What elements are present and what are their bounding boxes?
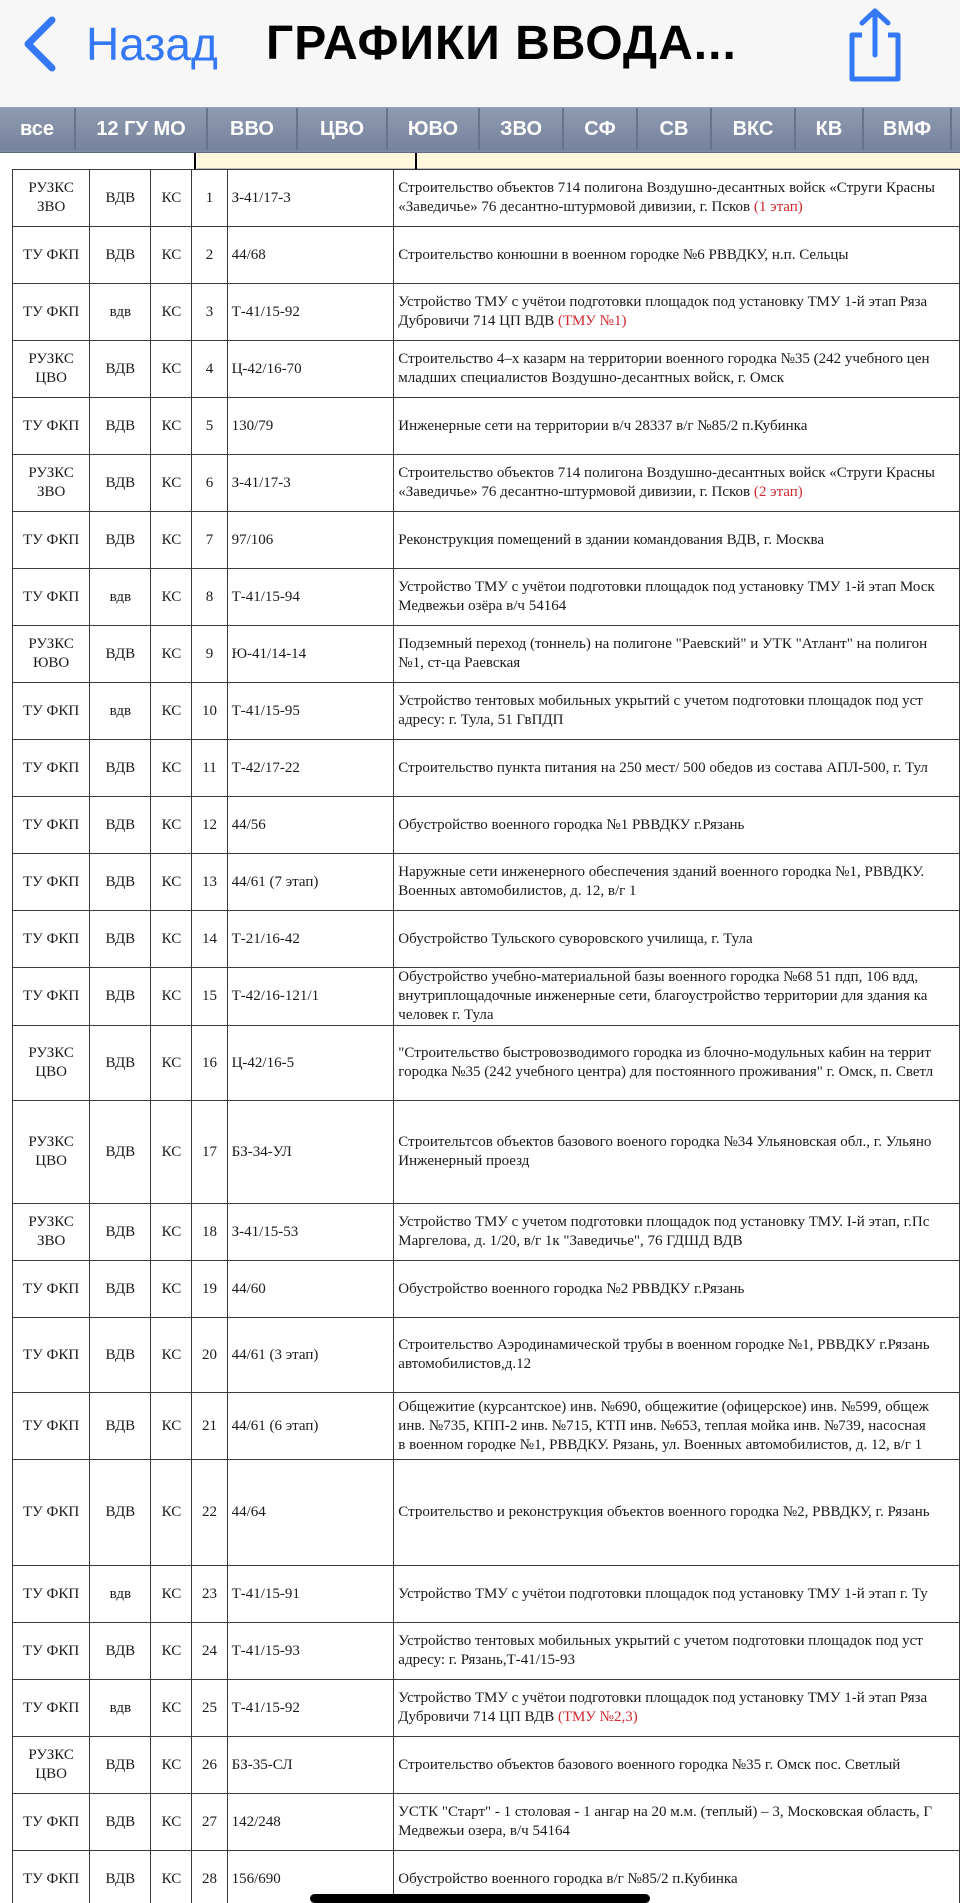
description-line: Обустройство Тульского суворовского училища, г. Тула [398,930,753,947]
table-row[interactable] [13,284,960,341]
type-cell[interactable]: КС [151,398,192,455]
description-line: «Заведичье» 76 десантно-штурмовой дивизии, г. Псков [398,199,751,215]
description-line: Обустройство учебно-материальной базы военного городка №68 51 пдп, 106 вдд, [398,969,919,985]
description-line: Общежитие (курсантское) инв. №690, общежитие (офицерское) инв. №599, общеж [398,1398,929,1415]
code-cell[interactable]: Т-41/15-94 [227,569,394,626]
number-cell[interactable]: 22 [192,1460,227,1566]
description-line: Военных автомобилистов, д. 12, в/г 1 [398,883,637,899]
description-line: адресу: г. Рязань,Т-41/15-93 [398,1652,575,1668]
code-cell[interactable]: Ю-41/14-14 [227,626,394,683]
branch-cell[interactable]: ВДВ [90,1794,151,1851]
description-line: Инженерные сети на территории в/ч 28337 в/г №85/2 п.Кубинка [398,417,808,434]
tab-vvo[interactable]: ВВО [208,108,298,150]
type-cell[interactable]: КС [151,797,192,854]
branch-cell[interactable]: ВДВ [90,1261,151,1318]
org-cell[interactable]: ТУ ФКП [13,1623,90,1680]
branch-cell[interactable]: ВДВ [90,1393,151,1460]
stage-note: (2 этап) [753,484,803,500]
table-row[interactable] [13,455,960,512]
schedule-sheet[interactable] [0,153,960,1903]
type-cell[interactable]: КС [151,1026,192,1101]
table-row[interactable] [13,1026,960,1101]
number-cell[interactable]: 13 [192,854,227,911]
type-cell[interactable]: КС [151,227,192,284]
description-line: Подземный переход (тоннель) на полигоне "Раевский" и УТК "Атлант" на полигон [398,636,928,652]
org-cell[interactable]: ТУ ФКП [13,683,90,740]
description-cell[interactable] [394,797,960,854]
number-cell[interactable]: 10 [192,683,227,740]
description-line: «Заведичье» 76 десантно-штурмовой дивизии, г. Псков [398,484,751,500]
type-cell[interactable]: КС [151,170,192,227]
code-cell[interactable]: Т-41/15-92 [227,1680,394,1737]
code-cell[interactable]: 44/60 [227,1261,394,1318]
description-line: Наружные сети инженерного обеспечения зданий военного городка №1, РВВДКУ. [398,864,925,880]
code-cell[interactable]: Т-21/16-42 [227,911,394,968]
org-cell[interactable]: ТУ ФКП [13,1460,90,1566]
description-line: Строительство Аэродинамической трубы в военном городке №1, РВВДКУ г.Рязань [398,1337,930,1353]
description-line: Строительство и реконструкция объектов военного городка №2, РВВДКУ, г. Рязань [398,1504,930,1520]
description-line: Дубровичи 714 ЦП ВДВ [398,313,555,329]
org-cell[interactable]: РУЗКС ЦВО [13,1101,90,1204]
branch-cell[interactable]: вдв [90,284,151,341]
org-cell[interactable]: РУЗКС ЦВО [13,1026,90,1101]
column-divider [194,153,196,169]
branch-cell[interactable]: ВДВ [90,1737,151,1794]
description-line: Устройство ТМУ с учётои подготовки площадок под установку ТМУ 1-й этап г. Ту [398,1585,928,1602]
org-cell[interactable]: РУЗКС ЮВО [13,626,90,683]
type-cell[interactable]: КС [151,1794,192,1851]
description-cell[interactable] [394,398,960,455]
table-row[interactable] [13,1680,960,1737]
tab-more[interactable] [952,108,960,150]
org-cell[interactable]: ТУ ФКП [13,1680,90,1737]
number-cell[interactable]: 20 [192,1318,227,1393]
page-title: ГРАФИКИ ВВОДА... [266,17,737,70]
tab-sv[interactable]: СВ [638,108,712,150]
branch-cell[interactable]: ВДВ [90,626,151,683]
description-line: городка №35 (242 учебного центра) для постоянного проживания" г. Омск, п. Светл [398,1064,934,1080]
type-cell[interactable]: КС [151,1851,192,1903]
branch-cell[interactable]: ВДВ [90,170,151,227]
table-row[interactable] [13,968,960,1026]
org-cell[interactable]: РУЗКС ЗВО [13,455,90,512]
org-cell[interactable]: ТУ ФКП [13,1566,90,1623]
type-cell[interactable]: КС [151,1680,192,1737]
table-row[interactable] [13,1460,960,1566]
number-cell[interactable]: 18 [192,1204,227,1261]
org-cell[interactable]: ТУ ФКП [13,968,90,1026]
description-line: Устройство ТМУ с учётои подготовки площадок под установку ТМУ 1-й этап Ряза [398,1690,928,1706]
branch-cell[interactable]: ВДВ [90,512,151,569]
code-cell[interactable]: 44/61 (3 этап) [227,1318,394,1393]
frozen-header-row [197,153,960,169]
code-cell[interactable]: Ц-42/16-5 [227,1026,394,1101]
description-line: Обустройство военного городка в/г №85/2 п.Кубинка [398,1870,738,1887]
branch-cell[interactable]: ВДВ [90,1851,151,1903]
type-cell[interactable]: КС [151,1393,192,1460]
description-line: Медвежьи озёра в/ч 54164 [398,598,567,614]
tab-12-gu-mo[interactable]: 12 ГУ МО [76,108,208,150]
description-cell[interactable] [394,1566,960,1623]
description-cell[interactable] [394,626,960,683]
branch-cell[interactable]: вдв [90,683,151,740]
type-cell[interactable]: КС [151,854,192,911]
number-cell[interactable]: 26 [192,1737,227,1794]
back-label: Назад [86,18,218,70]
table-row[interactable] [13,1318,960,1393]
type-cell[interactable]: КС [151,1566,192,1623]
description-line: в военном городке №1, РВВДКУ. Рязань, ул. Военных автомобилистов, д. 12, в/г 1 [398,1436,923,1453]
description-cell[interactable] [394,1623,960,1680]
number-cell[interactable]: 4 [192,341,227,398]
number-cell[interactable]: 19 [192,1261,227,1318]
type-cell[interactable]: КС [151,968,192,1026]
org-cell[interactable]: ТУ ФКП [13,797,90,854]
number-cell[interactable]: 3 [192,284,227,341]
org-cell[interactable]: ТУ ФКП [13,854,90,911]
table-row[interactable] [13,398,960,455]
type-cell[interactable]: КС [151,1261,192,1318]
branch-cell[interactable]: ВДВ [90,341,151,398]
description-cell[interactable] [394,968,960,1026]
description-line: Медвежьи озера, в/ч 54164 [398,1823,570,1839]
table-row[interactable] [13,1794,960,1851]
description-line: человек г. Тула [398,1007,494,1023]
description-cell[interactable] [394,1680,960,1737]
type-cell[interactable]: КС [151,1101,192,1204]
org-cell[interactable]: РУЗКС ЦВО [13,341,90,398]
tab-yuvo[interactable]: ЮВО [388,108,480,150]
description-cell[interactable] [394,683,960,740]
number-cell[interactable]: 28 [192,1851,227,1903]
description-line: Инженерный проезд [398,1153,530,1169]
type-cell[interactable]: КС [151,1460,192,1566]
branch-cell[interactable]: ВДВ [90,1204,151,1261]
type-cell[interactable]: КС [151,683,192,740]
description-cell[interactable] [394,455,960,512]
number-cell[interactable]: 21 [192,1393,227,1460]
branch-cell[interactable]: ВДВ [90,1318,151,1393]
number-cell[interactable]: 23 [192,1566,227,1623]
number-cell[interactable]: 1 [192,170,227,227]
sheet-header-strip [0,153,960,169]
table-row[interactable] [13,740,960,797]
description-line: внутриплощадочные инженерные сети, благоустройство территории для здания ка [398,988,928,1004]
tab-tsvo[interactable]: ЦВО [298,108,388,150]
branch-cell[interactable]: ВДВ [90,227,151,284]
code-cell[interactable]: 44/61 (6 этап) [227,1393,394,1460]
table-row[interactable] [13,227,960,284]
description-line: "Строительство быстровозводимого городка из блочно-модульных кабин на террит [398,1045,931,1061]
description-cell[interactable] [394,1460,960,1566]
org-cell[interactable]: РУЗКС ЗВО [13,1204,90,1261]
description-line: Строительство объектов базового военного городка №35 г. Омск пос. Светлый [398,1756,901,1773]
type-cell[interactable]: КС [151,284,192,341]
code-cell[interactable]: Ц-42/16-70 [227,341,394,398]
type-cell[interactable]: КС [151,911,192,968]
column-divider [415,153,417,169]
tab-sf[interactable]: СФ [564,108,638,150]
number-cell[interactable]: 8 [192,569,227,626]
description-line: Устройство ТМУ с учётои подготовки площадок под установку ТМУ 1-й этап Ряза [398,294,928,310]
table-row[interactable] [13,626,960,683]
filter-tab-bar [0,107,960,154]
table-row[interactable] [13,1204,960,1261]
description-line: Строительство конюшни в военном городке №6 РВВДКУ, н.п. Сельцы [398,246,849,263]
type-cell[interactable]: КС [151,455,192,512]
branch-cell[interactable]: ВДВ [90,1101,151,1204]
table-row[interactable] [13,683,960,740]
table-row[interactable] [13,569,960,626]
tab-zvo[interactable]: ЗВО [480,108,564,150]
code-cell[interactable]: 156/690 [227,1851,394,1903]
description-line: автомобилистов,д.12 [398,1356,532,1372]
description-line: адресу: г. Тула, 51 ГвПДП [398,712,564,728]
branch-cell[interactable]: ВДВ [90,1460,151,1566]
branch-cell[interactable]: ВДВ [90,740,151,797]
type-cell[interactable]: КС [151,1623,192,1680]
description-line: Строительство пункта питания на 250 мест/ 500 обедов из состава АПЛ-500, г. Тул [398,759,928,776]
number-cell[interactable]: 7 [192,512,227,569]
code-cell[interactable]: Т-41/15-93 [227,1623,394,1680]
type-cell[interactable]: КС [151,512,192,569]
branch-cell[interactable]: вдв [90,569,151,626]
code-cell[interactable]: Т-41/15-91 [227,1566,394,1623]
branch-cell[interactable]: вдв [90,1680,151,1737]
tab-all[interactable]: все [0,108,76,150]
org-cell[interactable]: ТУ ФКП [13,1794,90,1851]
number-cell[interactable]: 2 [192,227,227,284]
description-line: Обустройство военного городка №2 РВВДКУ г.Рязань [398,1280,745,1297]
description-cell[interactable] [394,569,960,626]
branch-cell[interactable]: ВДВ [90,1026,151,1101]
description-cell[interactable] [394,227,960,284]
branch-cell[interactable]: вдв [90,1566,151,1623]
description-line: Устройство ТМУ с учетом подготовки площадок под установку ТМУ. I-й этап, г.Пс [398,1214,930,1230]
number-cell[interactable]: 15 [192,968,227,1026]
share-button[interactable] [840,5,910,90]
description-line: Обустройство военного городка №1 РВВДКУ г.Рязань [398,816,745,833]
tab-vmf[interactable]: ВМФ [864,108,952,150]
description-line: Маргелова, д. 1/20, в/г 1к "Заведичье", 76 ГДШД ВДВ [398,1233,743,1249]
org-cell[interactable]: ТУ ФКП [13,911,90,968]
description-cell[interactable] [394,1318,960,1393]
code-cell[interactable]: 44/61 (7 этап) [227,854,394,911]
stage-note: (ТМУ №1) [557,313,627,329]
code-cell[interactable]: 130/79 [227,398,394,455]
description-cell[interactable] [394,1026,960,1101]
org-cell[interactable]: ТУ ФКП [13,740,90,797]
code-cell[interactable]: 44/68 [227,227,394,284]
table-row[interactable] [13,1623,960,1680]
code-cell[interactable]: З-41/17-3 [227,170,394,227]
org-cell[interactable]: ТУ ФКП [13,1851,90,1903]
org-cell[interactable]: РУЗКС ЦВО [13,1737,90,1794]
org-cell[interactable]: РУЗКС ЗВО [13,170,90,227]
description-line: Устройство ТМУ с учётои подготовки площадок под установку ТМУ 1-й этап Моск [398,579,935,595]
code-cell[interactable]: Т-42/16-121/1 [227,968,394,1026]
chevron-left-icon [22,14,58,74]
code-cell[interactable]: 142/248 [227,1794,394,1851]
table-row[interactable] [13,911,960,968]
code-cell[interactable]: З-41/15-53 [227,1204,394,1261]
description-cell[interactable] [394,911,960,968]
org-cell[interactable]: ТУ ФКП [13,1318,90,1393]
description-line: Строительтсов объектов базового военого городка №34 Ульяновская обл., г. Ульяно [398,1134,932,1150]
description-line: Устройство тентовых мобильных укрытий с учетом подготовки площадок под уст [398,693,923,709]
branch-cell[interactable]: ВДВ [90,398,151,455]
description-cell[interactable] [394,1737,960,1794]
code-cell[interactable]: Т-41/15-95 [227,683,394,740]
code-cell[interactable]: 44/56 [227,797,394,854]
description-cell[interactable] [394,284,960,341]
table-row[interactable] [13,1566,960,1623]
table-row[interactable] [13,1737,960,1794]
stage-note: (ТМУ №2,3) [557,1709,638,1725]
share-icon [840,72,910,89]
home-indicator [310,1894,650,1903]
number-cell[interactable]: 5 [192,398,227,455]
code-cell[interactable]: Т-41/15-92 [227,284,394,341]
type-cell[interactable]: КС [151,1737,192,1794]
number-cell[interactable]: 12 [192,797,227,854]
number-cell[interactable]: 14 [192,911,227,968]
description-line: Устройство тентовых мобильных укрытий с учетом подготовки площадок под уст [398,1633,923,1649]
table-row[interactable] [13,1101,960,1204]
description-line: Дубровичи 714 ЦП ВДВ [398,1709,555,1725]
org-cell[interactable]: ТУ ФКП [13,569,90,626]
description-cell[interactable] [394,1794,960,1851]
branch-cell[interactable]: ВДВ [90,1623,151,1680]
code-cell[interactable]: З-41/17-3 [227,455,394,512]
org-cell[interactable]: ТУ ФКП [13,227,90,284]
description-cell[interactable] [394,170,960,227]
number-cell[interactable]: 16 [192,1026,227,1101]
org-cell[interactable]: ТУ ФКП [13,284,90,341]
number-cell[interactable]: 27 [192,1794,227,1851]
description-cell[interactable] [394,1393,960,1460]
type-cell[interactable]: КС [151,1318,192,1393]
org-cell[interactable]: ТУ ФКП [13,512,90,569]
navigation-bar [0,0,960,108]
type-cell[interactable]: КС [151,569,192,626]
org-cell[interactable]: ТУ ФКП [13,1261,90,1318]
type-cell[interactable]: КС [151,626,192,683]
branch-cell[interactable]: ВДВ [90,455,151,512]
description-cell[interactable] [394,740,960,797]
branch-cell[interactable]: ВДВ [90,797,151,854]
description-cell[interactable] [394,512,960,569]
description-line: УСТК "Старт" - 1 столовая - 1 ангар на 20 м.м. (теплый) – 3, Московская область, Г [398,1804,933,1820]
code-cell[interactable]: Т-42/17-22 [227,740,394,797]
back-button[interactable] [22,8,218,80]
table-row[interactable] [13,512,960,569]
branch-cell[interactable]: ВДВ [90,911,151,968]
code-cell[interactable]: 44/64 [227,1460,394,1566]
branch-cell[interactable]: ВДВ [90,854,151,911]
table-row[interactable] [13,1393,960,1460]
description-cell[interactable] [394,1261,960,1318]
number-cell[interactable]: 6 [192,455,227,512]
table-row[interactable] [13,854,960,911]
number-cell[interactable]: 24 [192,1623,227,1680]
table-row[interactable] [13,170,960,227]
table-row[interactable] [13,341,960,398]
description-line: Реконструкция помещений в здании командования ВДВ, г. Москва [398,531,825,548]
type-cell[interactable]: КС [151,1204,192,1261]
schedule-table [12,169,960,1903]
description-line: №1, ст-ца Раевская [398,655,521,671]
number-cell[interactable]: 17 [192,1101,227,1204]
description-line: Строительство объектов 714 полигона Воздушно-десантных войск «Струги Красны [398,465,935,481]
number-cell[interactable]: 11 [192,740,227,797]
tab-vks[interactable]: ВКС [712,108,796,150]
description-cell[interactable] [394,341,960,398]
tab-kv[interactable]: КВ [796,108,864,150]
description-line: Строительство 4–х казарм на территории военного городка №35 (242 учебного цен [398,351,930,367]
stage-note: (1 этап) [753,199,803,215]
branch-cell[interactable]: ВДВ [90,968,151,1026]
org-cell[interactable]: ТУ ФКП [13,398,90,455]
code-cell[interactable]: БЗ-34-УЛ [227,1101,394,1204]
table-row[interactable] [13,1261,960,1318]
number-cell[interactable]: 25 [192,1680,227,1737]
org-cell[interactable]: ТУ ФКП [13,1393,90,1460]
description-cell[interactable] [394,854,960,911]
description-line: младших специалистов Воздушно-десантных войск, г. Омск [398,370,785,386]
number-cell[interactable]: 9 [192,626,227,683]
type-cell[interactable]: КС [151,341,192,398]
code-cell[interactable]: 97/106 [227,512,394,569]
type-cell[interactable]: КС [151,740,192,797]
code-cell[interactable]: БЗ-35-СЛ [227,1737,394,1794]
description-line: Строительство объектов 714 полигона Воздушно-десантных войск «Струги Красны [398,180,935,196]
table-row[interactable] [13,797,960,854]
description-cell[interactable] [394,1101,960,1204]
description-line: инв. №735, КПП-2 инв. №715, КТП инв. №653, теплая мойка инв. №739, насосная [398,1417,926,1434]
description-cell[interactable] [394,1204,960,1261]
